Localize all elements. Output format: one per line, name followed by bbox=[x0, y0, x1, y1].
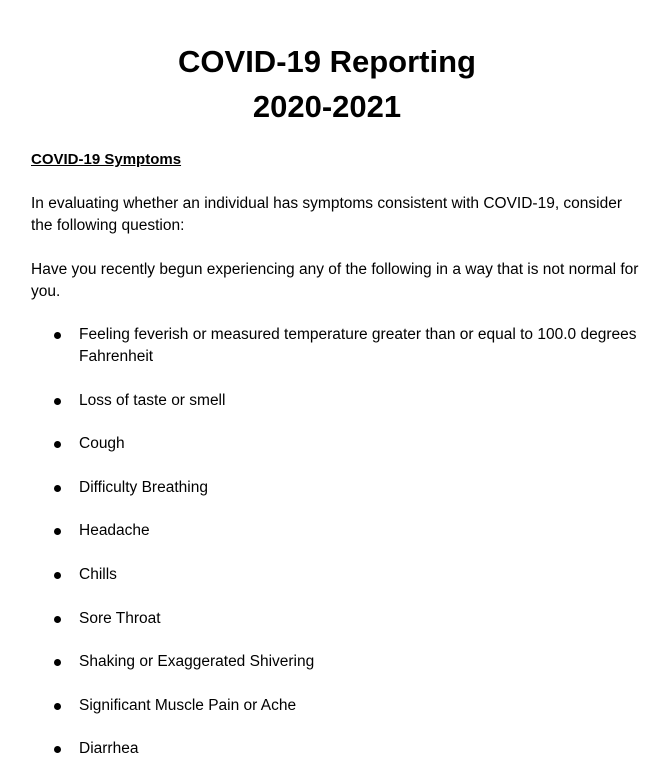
symptom-text: Chills bbox=[79, 566, 117, 583]
bullet-icon bbox=[54, 572, 61, 579]
intro-paragraph: In evaluating whether an individual has symptoms consistent with COVID-19, consider the following question: bbox=[31, 195, 623, 234]
bullet-icon bbox=[54, 659, 61, 666]
symptom-text: Cough bbox=[79, 435, 125, 452]
symptom-text: Headache bbox=[79, 522, 150, 539]
bullet-icon bbox=[54, 398, 61, 405]
question-paragraph: Have you recently begun experiencing any of the following in a way that is not normal for you. bbox=[31, 261, 639, 300]
page-subtitle-year: 2020-2021 bbox=[252, 89, 402, 124]
symptom-text: Significant Muscle Pain or Ache bbox=[79, 697, 297, 714]
bullet-icon bbox=[54, 485, 61, 492]
bullet-icon bbox=[54, 703, 61, 710]
symptom-text: Feeling feverish or measured temperature greater than or equal to 100.0 degrees Fahrenheit bbox=[79, 326, 637, 365]
bullet-icon bbox=[54, 746, 61, 753]
bullet-icon bbox=[54, 616, 61, 623]
bullet-icon bbox=[54, 528, 61, 535]
symptom-text: Sore Throat bbox=[79, 610, 161, 627]
symptom-text: Difficulty Breathing bbox=[79, 479, 208, 496]
bullet-icon bbox=[54, 441, 61, 448]
symptom-text: Diarrhea bbox=[79, 740, 139, 757]
symptom-text: Shaking or Exaggerated Shivering bbox=[79, 653, 315, 670]
section-heading-symptoms: COVID-19 Symptoms bbox=[31, 151, 182, 168]
page-title: COVID-19 Reporting bbox=[178, 44, 476, 79]
symptom-text: Loss of taste or smell bbox=[79, 392, 226, 409]
bullet-icon bbox=[54, 332, 61, 339]
